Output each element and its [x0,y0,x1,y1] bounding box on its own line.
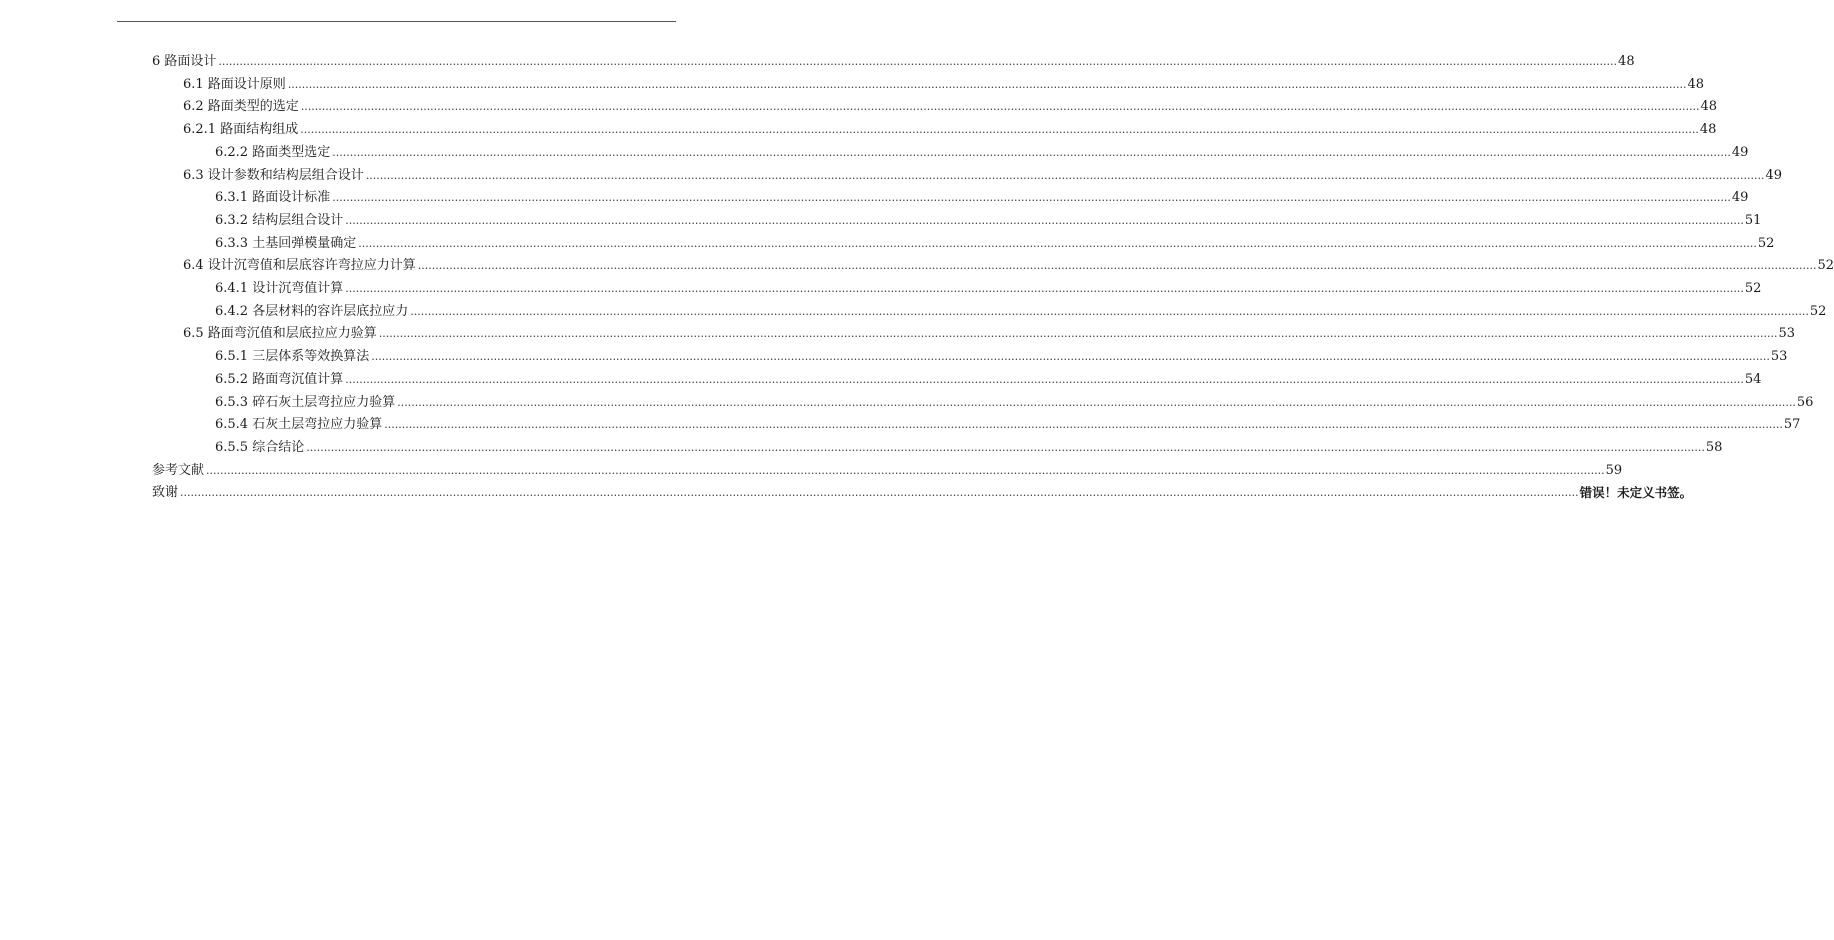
toc-leader-dots: ................................................................................................................................................................................................................................................................................................................................................................................................................ [180,486,1579,500]
toc-leader-dots: ................................................................................................................................................................................................................................................................................................................................................................................................................ [287,77,1687,91]
toc-leader-dots: ................................................................................................................................................................................................................................................................................................................................................................................................................ [332,191,1731,205]
toc-entry-page: 58 [1705,439,1723,455]
toc-entry-title: 6.1 路面设计原则 [183,76,286,92]
toc-entry-title: 6.3 设计参数和结构层组合设计 [183,167,364,183]
toc-entry-page: 49 [1731,190,1749,206]
toc-leader-dots: ................................................................................................................................................................................................................................................................................................................................................................................................................ [384,418,1783,432]
toc-entry-title: 6.5.1 三层体系等效换算法 [215,349,370,365]
toc-entry-page: 52 [1817,258,1834,274]
toc-entry[interactable] [183,95,1717,115]
toc-leader-dots: ................................................................................................................................................................................................................................................................................................................................................................................................................ [358,236,1757,250]
toc-entry-title: 6.4 设计沉弯值和层底容许弯拉应力计算 [183,258,416,274]
toc-entry-page: 51 [1744,212,1762,228]
toc-entry[interactable] [215,186,1749,206]
toc-entry[interactable] [152,50,1635,70]
toc-entry[interactable] [215,391,1814,411]
toc-entry-title: 6.5.4 石灰土层弯拉应力验算 [215,417,383,433]
toc-leader-dots: ................................................................................................................................................................................................................................................................................................................................................................................................................ [218,55,1618,68]
toc-entry[interactable] [183,73,1704,93]
toc-leader-dots: ................................................................................................................................................................................................................................................................................................................................................................................................................ [300,100,1700,114]
toc-leader-dots: ................................................................................................................................................................................................................................................................................................................................................................................................................ [206,463,1605,477]
toc-entry-error: 错误！未定义书签。 [1579,485,1693,501]
toc-entry[interactable] [183,118,1717,138]
toc-entry[interactable] [215,300,1827,320]
toc-leader-dots: ................................................................................................................................................................................................................................................................................................................................................................................................................ [378,327,1778,341]
toc-entry-page: 48 [1699,122,1717,138]
toc-entry-page: 54 [1744,371,1762,387]
toc-entry-page: 48 [1687,76,1704,92]
toc-entry[interactable] [215,141,1749,161]
toc-entry-title: 6.5 路面弯沉值和层底拉应力验算 [183,326,377,342]
toc-entry-title: 6.2.2 路面类型选定 [215,144,331,160]
toc-entry-title: 6.2.1 路面结构组成 [183,122,299,138]
toc-entry-title: 参考文献 [152,462,205,478]
toc-leader-dots: ................................................................................................................................................................................................................................................................................................................................................................................................................ [332,145,1731,159]
toc-leader-dots: ................................................................................................................................................................................................................................................................................................................................................................................................................ [345,282,1744,295]
toc-leader-dots: ................................................................................................................................................................................................................................................................................................................................................................................................................ [417,259,1817,273]
toc-entry-title: 6.5.5 综合结论 [215,439,305,455]
toc-entry-page: 52 [1744,281,1762,296]
toc-entry-title: 6 路面设计 [152,54,217,69]
toc-leader-dots: ................................................................................................................................................................................................................................................................................................................................................................................................................ [371,350,1770,364]
header-rule [117,21,676,22]
toc-entry[interactable] [183,322,1795,342]
toc-entry[interactable] [215,209,1762,229]
toc-entry-title: 6.5.2 路面弯沉值计算 [215,371,344,387]
toc-entry-title: 6.4.1 设计沉弯值计算 [215,281,344,296]
toc-entry-page: 52 [1757,235,1775,251]
toc-entry[interactable] [215,277,1762,297]
toc-entry[interactable] [152,459,1623,479]
toc-entry-page: 52 [1809,303,1827,319]
toc-leader-dots: ................................................................................................................................................................................................................................................................................................................................................................................................................ [410,304,1809,318]
toc-entry-page: 48 [1618,54,1635,69]
toc-entry-title: 6.3.2 结构层组合设计 [215,212,344,228]
toc-entry[interactable] [215,232,1775,252]
toc-entry-page: 53 [1770,349,1788,365]
toc-entry-title: 6.3.3 土基回弹模量确定 [215,235,357,251]
toc-entry-page: 49 [1731,144,1749,160]
toc-entry-page: 48 [1700,99,1717,115]
toc-entry-title: 6.4.2 各层材料的容许层底拉应力 [215,303,409,319]
toc-entry-title: 6.2 路面类型的选定 [183,99,299,115]
toc-entry[interactable] [215,413,1801,433]
toc-entry-page: 56 [1796,394,1814,410]
toc-leader-dots: ................................................................................................................................................................................................................................................................................................................................................................................................................ [365,168,1765,182]
toc-entry[interactable] [152,481,1693,501]
toc-entry-title: 6.3.1 路面设计标准 [215,190,331,206]
toc-entry[interactable] [215,368,1762,388]
toc-entry-page: 49 [1765,167,1782,183]
toc-leader-dots: ................................................................................................................................................................................................................................................................................................................................................................................................................ [345,372,1744,386]
toc-leader-dots: ................................................................................................................................................................................................................................................................................................................................................................................................................ [345,213,1744,227]
toc-entry-page: 53 [1778,326,1795,342]
toc-entry[interactable] [183,254,1834,274]
toc-entry-page: 57 [1783,417,1801,433]
toc-leader-dots: ................................................................................................................................................................................................................................................................................................................................................................................................................ [306,440,1705,454]
toc-entry[interactable] [183,164,1782,184]
toc-entry[interactable] [215,345,1788,365]
toc-entry-page: 59 [1605,462,1623,478]
toc-entry-title: 6.5.3 碎石灰土层弯拉应力验算 [215,394,396,410]
toc-leader-dots: ................................................................................................................................................................................................................................................................................................................................................................................................................ [300,123,1699,137]
toc-leader-dots: ................................................................................................................................................................................................................................................................................................................................................................................................................ [397,395,1796,409]
toc-entry[interactable] [215,436,1723,456]
toc-entry-title: 致谢 [152,485,179,501]
